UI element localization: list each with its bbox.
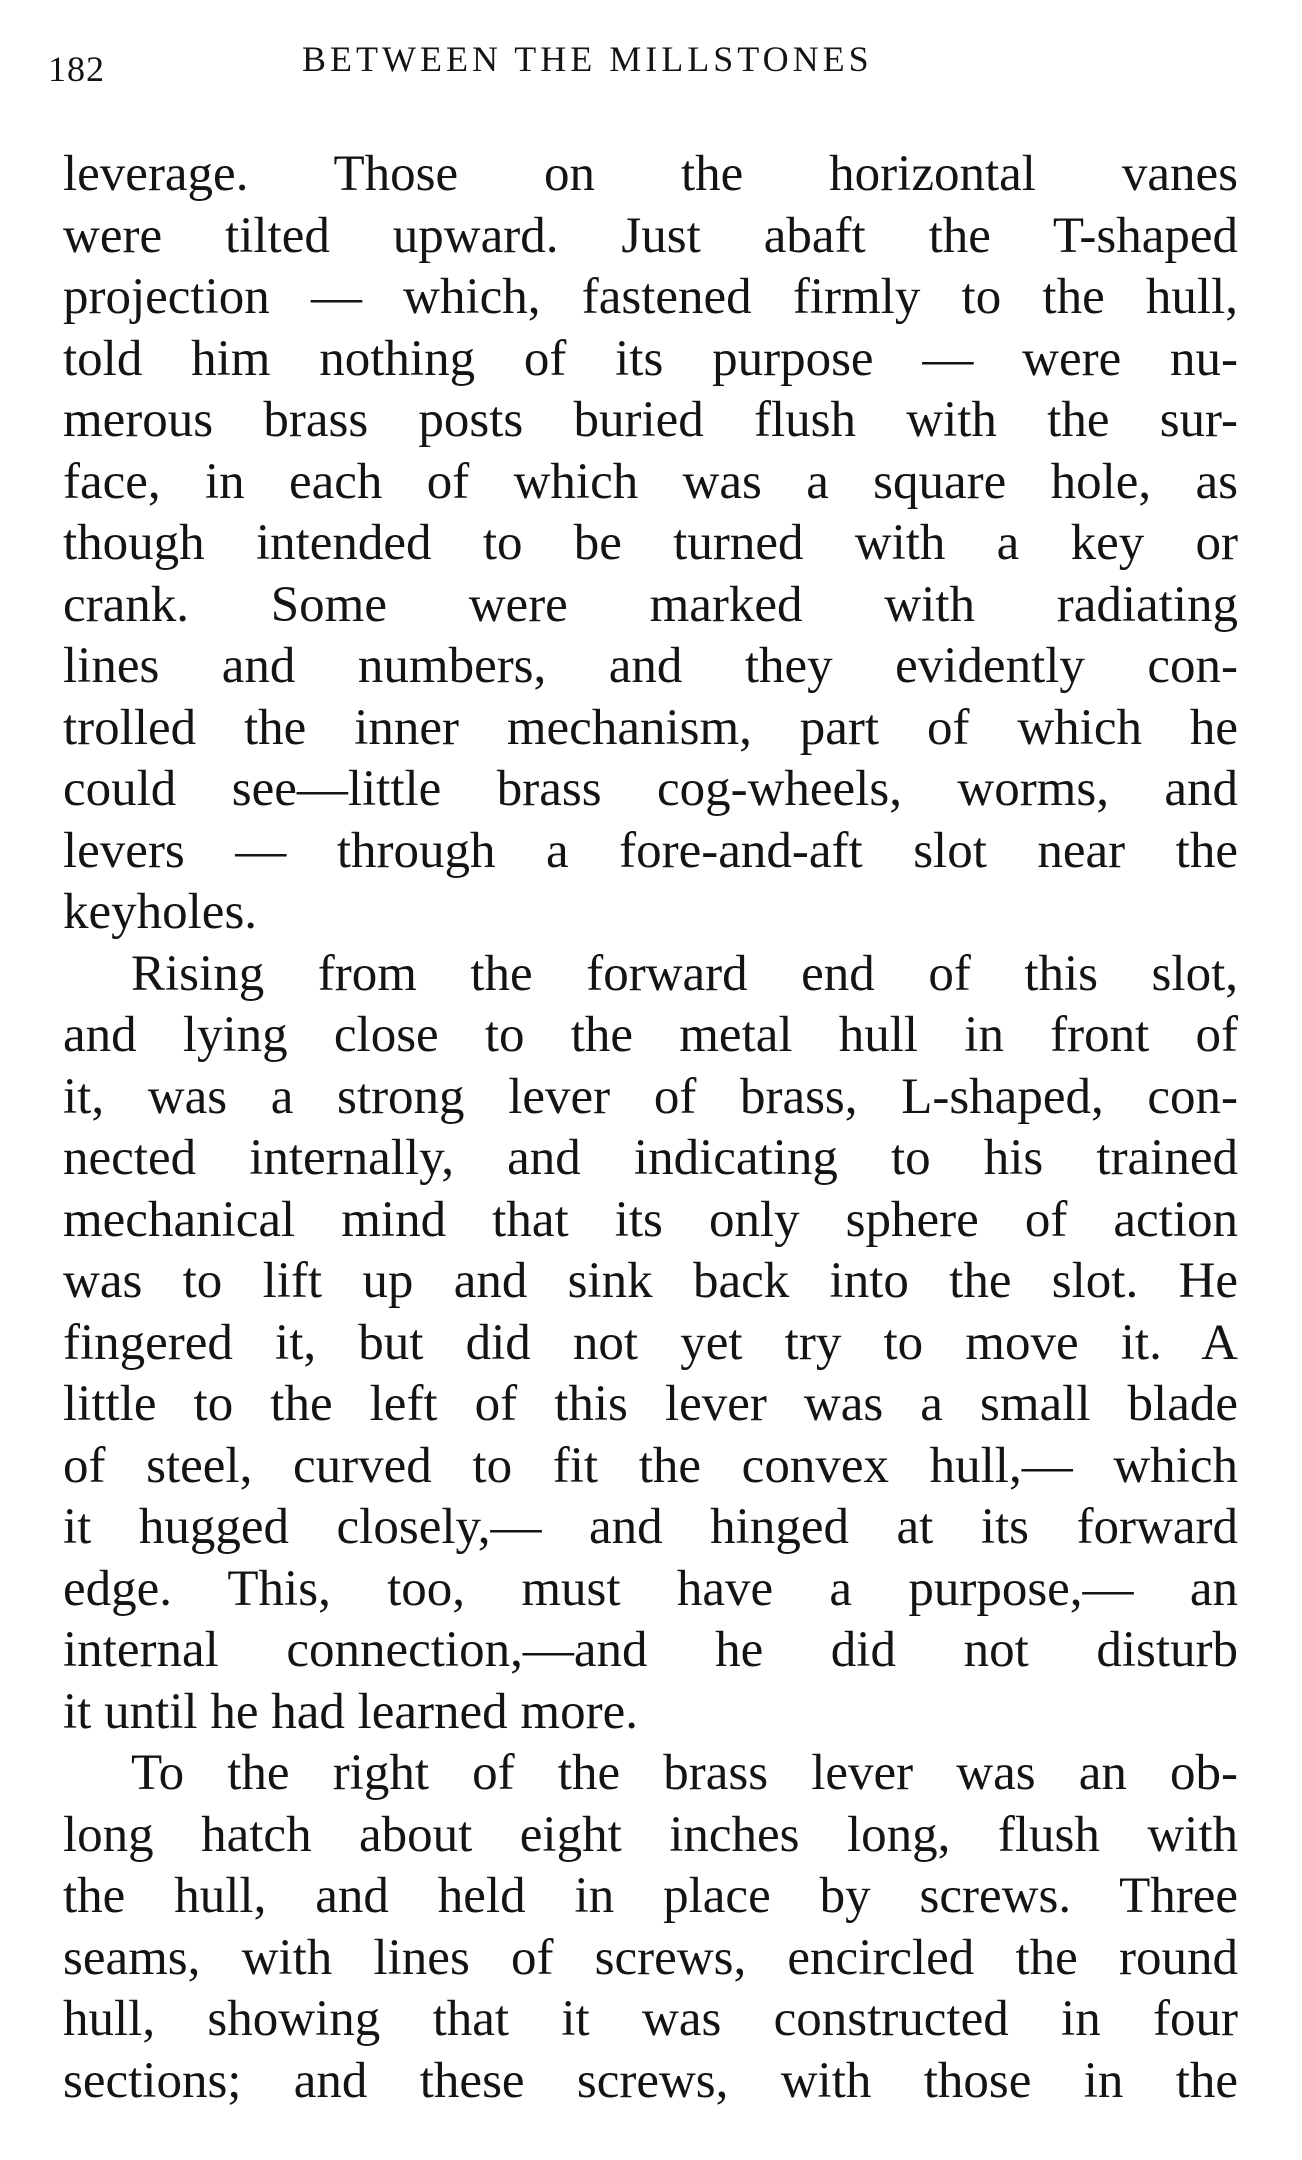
text-line: it until he had learned more. — [63, 1683, 638, 1740]
text-line: the hull, and held in place by screws. Three — [63, 1868, 1238, 1924]
text-line: of steel, curved to fit the convex hull,— which — [63, 1437, 1238, 1494]
paragraph-2 — [63, 944, 1238, 1744]
text-line: face, in each of which was a square hole, as — [63, 453, 1238, 510]
text-line: trolled the inner mechanism, part of which he — [63, 699, 1238, 756]
text-line: was to lift up and sink back into the slot. He — [63, 1253, 1238, 1309]
text-line: could see—little brass cog-wheels, worms, and — [63, 761, 1238, 817]
text-line: it, was a strong lever of brass, L-shaped, con- — [63, 1068, 1238, 1125]
text-line: mechanical mind that its only sphere of action — [63, 1191, 1238, 1248]
text-line: levers — through a fore-and-aft slot near the — [63, 822, 1238, 879]
text-line: fingered it, but did not yet try to move it. A — [63, 1314, 1238, 1371]
page-number: 182 — [48, 49, 105, 89]
running-head — [48, 38, 1258, 98]
text-line: though intended to be turned with a key or — [63, 515, 1238, 571]
text-line: edge. This, too, must have a purpose,— an — [63, 1560, 1238, 1617]
body-text — [63, 144, 1238, 2112]
text-line: crank. Some were marked with radiating — [63, 576, 1238, 633]
text-line: internal connection,—and he did not disturb — [63, 1622, 1238, 1678]
text-line: seams, with lines of screws, encircled the round — [63, 1929, 1238, 1986]
text-line: told him nothing of its purpose — were nu- — [63, 330, 1238, 387]
text-line: nected internally, and indicating to his trained — [63, 1130, 1238, 1186]
book-title: BETWEEN THE MILLSTONES — [302, 39, 873, 79]
text-line: it hugged closely,— and hinged at its forward — [63, 1499, 1238, 1555]
text-line: Rising from the forward end of this slot, — [131, 945, 1238, 1002]
text-line: hull, showing that it was constructed in four — [63, 1991, 1238, 2047]
text-line: little to the left of this lever was a small blade — [63, 1376, 1238, 1432]
text-line: projection — which, fastened firmly to the hull, — [63, 269, 1238, 325]
text-line: sections; and these screws, with those in the — [63, 2052, 1238, 2109]
text-line: leverage. Those on the horizontal vanes — [63, 146, 1238, 202]
paragraph-3 — [63, 1743, 1238, 2112]
text-line: and lying close to the metal hull in front of — [63, 1007, 1238, 1063]
text-line: long hatch about eight inches long, flush with — [63, 1806, 1238, 1863]
text-line: were tilted upward. Just abaft the T-shaped — [63, 207, 1238, 264]
text-line: keyholes. — [63, 884, 258, 940]
text-line: To the right of the brass lever was an ob- — [131, 1745, 1238, 1801]
text-line: merous brass posts buried flush with the sur- — [63, 392, 1238, 448]
paragraph-1 — [63, 144, 1238, 944]
text-line: lines and numbers, and they evidently con- — [63, 638, 1238, 694]
